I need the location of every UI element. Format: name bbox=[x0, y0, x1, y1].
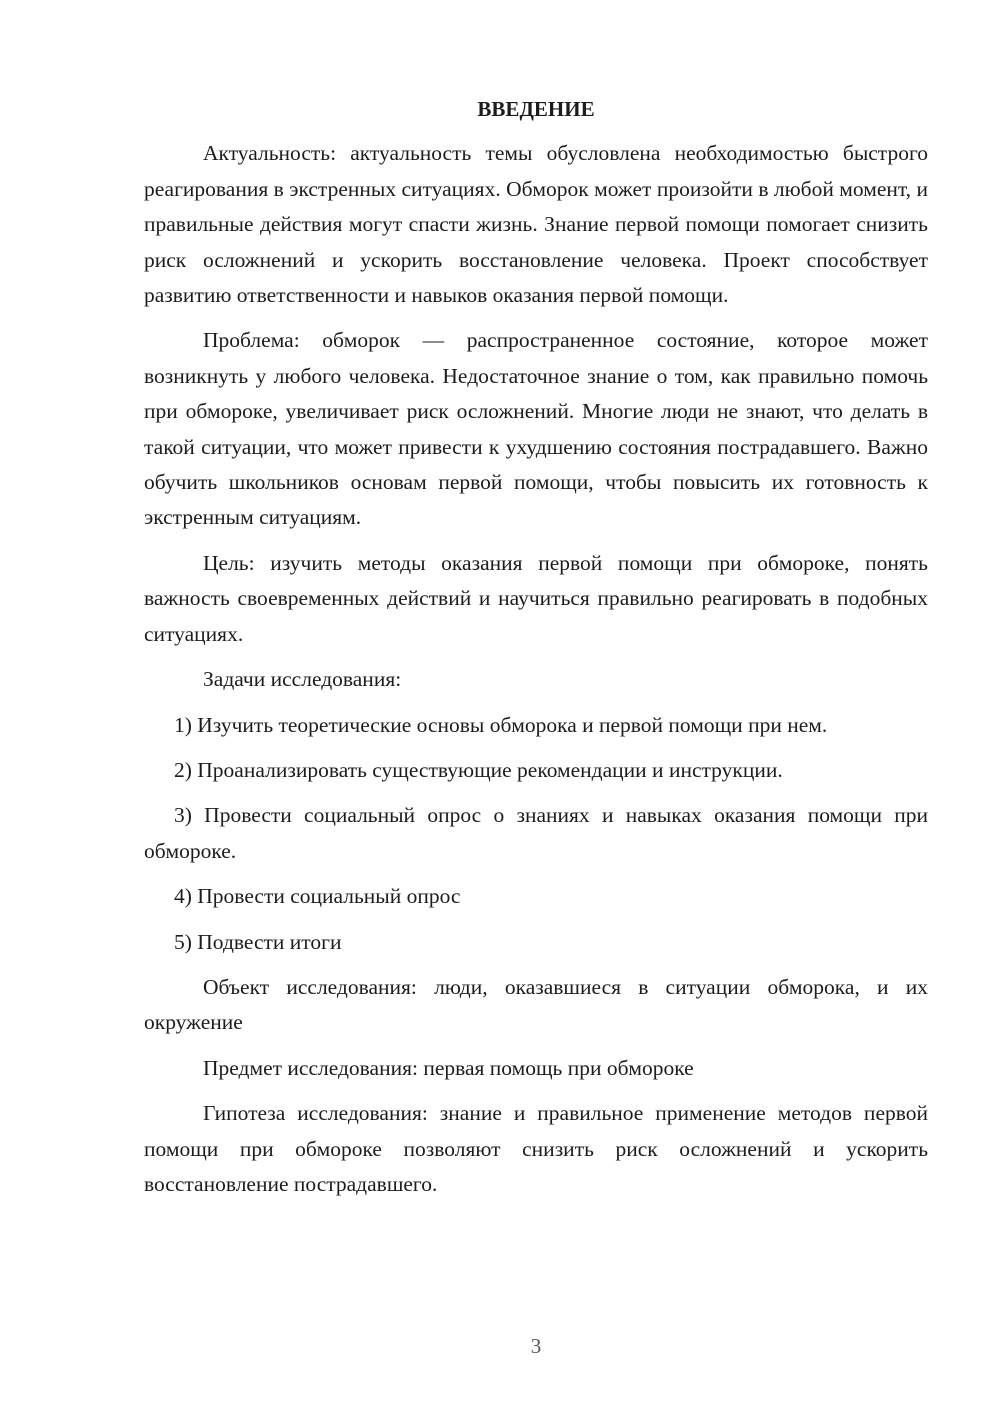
page-number: 3 bbox=[530, 1334, 542, 1358]
task-item-4: 4) Провести социальный опрос bbox=[174, 884, 461, 909]
page-title: ВВЕДЕНИЕ bbox=[477, 97, 595, 121]
task-item-5: 5) Подвести итоги bbox=[174, 929, 342, 954]
tasks-heading: Задачи исследования: bbox=[203, 667, 402, 692]
hypothesis-paragraph: Гипотеза исследования: знание и правильное применение методов первой помощи при обмороке позволяют снизить риск осложнений и ускорить восстановление пострадавшего. bbox=[144, 1101, 928, 1196]
task-item-2: 2) Проанализировать существующие рекомендации и инструкции. bbox=[174, 757, 783, 782]
problem-paragraph: Проблема: обморок — распространенное состояние, которое может возникнуть у любого человека. Недостаточное знание о том, как правильно помочь при обмороке, увеличивает риск осложнений. Многие люди не знают, что делать в такой ситуации, что может привести к ухудшению состояния пострадавшего. Важно обучить школьников основам первой помощи, чтобы повысить их готовность к экстренным ситуациям. bbox=[144, 328, 928, 530]
relevance-paragraph: Актуальность: актуальность темы обусловлена необходимостью быстрого реагирования в экстренных ситуациях. Обморок может произойти в любой момент, и правильные действия могут спасти жизнь. Знание первой помощи помогает снизить риск осложнений и ускорить восстановление человека. Проект способствует развитию ответственности и навыков оказания первой помощи. bbox=[144, 141, 928, 308]
page-content bbox=[144, 92, 928, 1212]
goal-paragraph: Цель: изучить методы оказания первой помощи при обмороке, понять важность своевременных действий и научиться правильно реагировать в подобных ситуациях. bbox=[144, 550, 928, 646]
task-item-1: 1) Изучить теоретические основы обморока и первой помощи при нем. bbox=[174, 712, 828, 737]
object-paragraph: Объект исследования: люди, оказавшиеся в ситуации обморока, и их окружение bbox=[144, 974, 928, 1035]
subject-paragraph: Предмет исследования: первая помощь при обмороке bbox=[203, 1055, 694, 1080]
task-item-3: 3) Провести социальный опрос о знаниях и навыках оказания помощи при обмороке. bbox=[144, 803, 928, 863]
